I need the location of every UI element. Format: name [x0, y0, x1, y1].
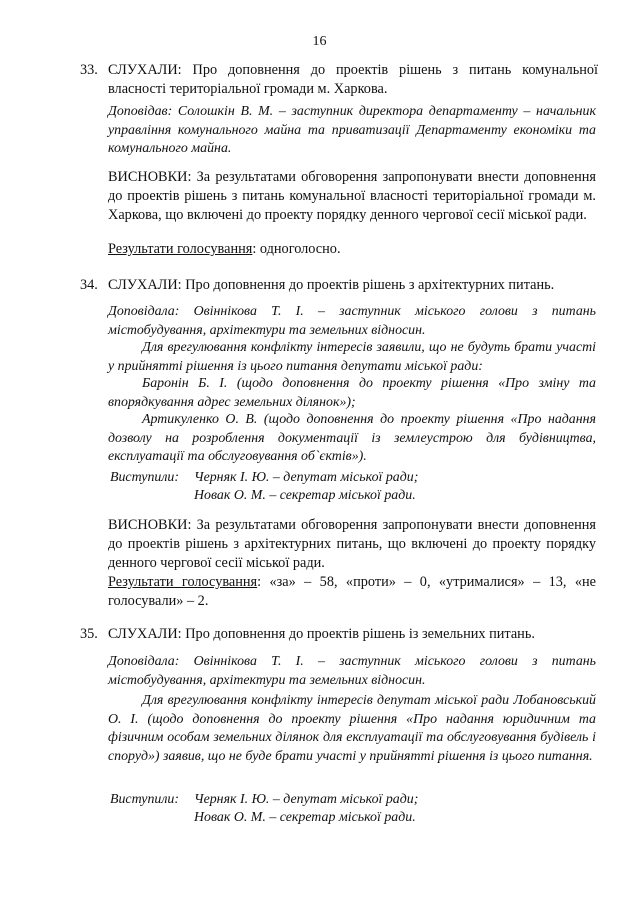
vote-label: Результати голосування: [108, 241, 253, 257]
heard-label: СЛУХАЛИ:: [108, 277, 182, 293]
conclusions-label: ВИСНОВКИ:: [108, 169, 192, 185]
vote-text: : «за» – 58, «проти» – 0, «утрималися» – 13, «не голосували» – 2.: [108, 574, 596, 610]
reporter-text: Овіннікова Т. І. – заступник міського голови з питань містобудування, архітектури та земельних відносин.: [108, 304, 596, 338]
conclusions-paragraph: [108, 516, 596, 574]
reporter-paragraph: [108, 653, 596, 690]
conclusions-text: За результатами обговорення запропонувати внести доповнення до проектів рішень з питань комунальної власності територіальної громади м. Харкова, що включені до проекту порядку денного чергової сесії міської ради.: [108, 169, 596, 224]
heard-paragraph: [108, 61, 598, 99]
reporter-paragraph: [108, 103, 596, 159]
item-number: 34.: [80, 277, 98, 293]
heard-text: Про доповнення до проектів рішень з архітектурних питань.: [185, 277, 555, 293]
vote-result: [108, 240, 596, 259]
reporter-label: Доповідав:: [108, 104, 173, 119]
heard-paragraph: [108, 625, 598, 644]
heard-label: СЛУХАЛИ:: [108, 626, 182, 642]
reporter-label: Доповідала:: [108, 304, 180, 319]
vote-result: [108, 573, 596, 611]
item-number: 35.: [80, 626, 98, 642]
speakers-label: Виступили:: [110, 792, 179, 807]
reporter-label: Доповідала:: [108, 654, 180, 669]
conflict-paragraph-1: Баронін Б. І. (щодо доповнення до проекту рішення «Про зміну та впорядкування адрес земельних ділянок»);: [108, 376, 596, 410]
conclusions-paragraph: [108, 168, 596, 226]
vote-label: Результати голосування: [108, 574, 258, 590]
speakers-label: Виступили:: [110, 470, 179, 485]
reporter-text: Овіннікова Т. І. – заступник міського голови з питань містобудування, архітектури та земельних відносин.: [108, 654, 596, 688]
conclusions-label: ВИСНОВКИ:: [108, 517, 192, 533]
heard-text: Про доповнення до проектів рішень із земельних питань.: [185, 626, 535, 642]
conflict-intro: Для врегулювання конфлікту інтересів заявили, що не будуть брати участі у прийнятті рішення із цього питання депутати міської ради:: [108, 340, 596, 374]
vote-text: : одноголосно.: [252, 241, 341, 257]
heard-label: СЛУХАЛИ:: [108, 62, 182, 78]
conclusions-text: За результатами обговорення запропонувати внести доповнення до проектів рішень з архітектурних питань, що включені до проекту порядку денного чергової сесії міської ради.: [108, 517, 596, 572]
speaker-line: Черняк І. Ю. – депутат міської ради;: [194, 792, 419, 807]
heard-text: Про доповнення до проектів рішень з питань комунальної власності територіальної громади м. Харкова.: [108, 62, 598, 97]
speaker-line: Новак О. М. – секретар міської ради.: [194, 810, 416, 825]
speaker-line: Новак О. М. – секретар міської ради.: [194, 488, 416, 503]
reporter-text: Солошкін В. М. – заступник директора департаменту – начальник управління комунального майна та приватизації Департаменту економіки та комунального майна.: [108, 104, 596, 156]
speaker-line: Черняк І. Ю. – депутат міської ради;: [194, 470, 419, 485]
page-number: 16: [312, 34, 327, 49]
item-number: 33.: [80, 62, 98, 78]
conflict-paragraph: Для врегулювання конфлікту інтересів депутат міської ради Лобановський О. І. (щодо доповнення до проекту рішення «Про надання юридичним та фізичним особам земельних ділянок для експлуатації та обслуговування будівель і споруд») заявив, що не буде брати участі у прийнятті рішення із цього питання.: [108, 693, 596, 764]
heard-paragraph: [108, 276, 598, 295]
conflict-paragraph-2: Артикуленко О. В. (щодо доповнення до проекту рішення «Про надання дозволу на розроблення документації із землеустрою для будівництва, експлуатації та обслуговування об`єктів»).: [108, 412, 596, 464]
reporter-paragraph: [108, 303, 596, 340]
